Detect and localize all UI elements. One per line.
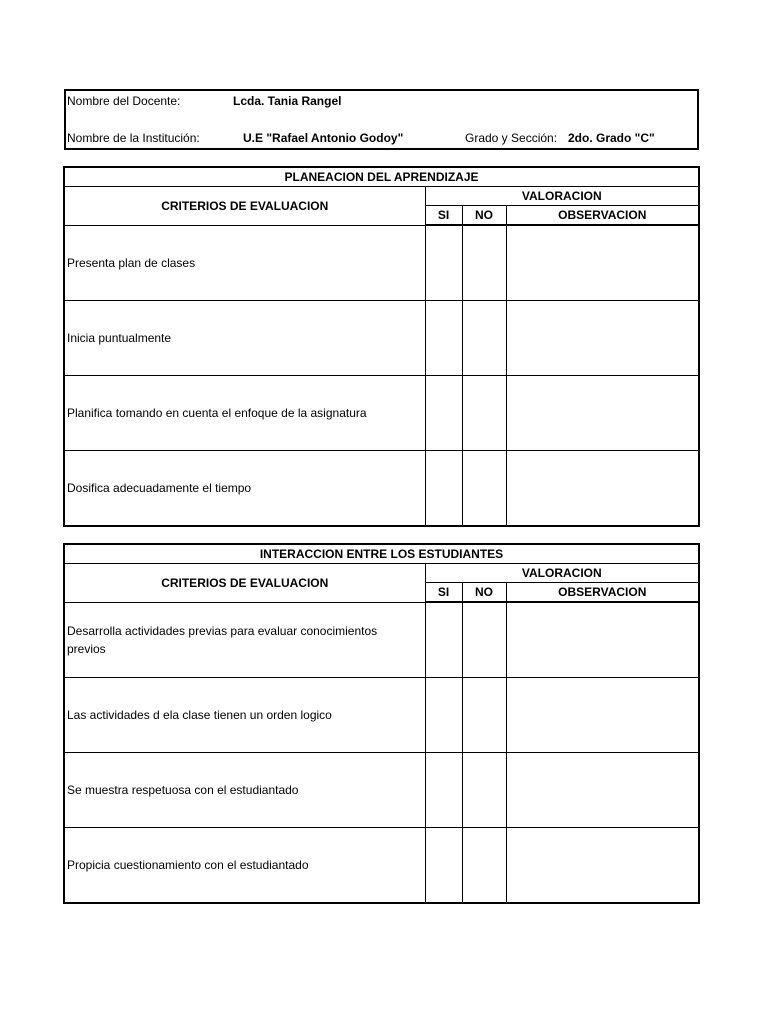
criteria-text: Presenta plan de clases: [64, 225, 425, 301]
si-cell[interactable]: [425, 225, 462, 301]
no-cell[interactable]: [462, 602, 506, 678]
criteria-text: Las actividades d ela clase tienen un orden logico: [64, 678, 425, 753]
observacion-cell[interactable]: [506, 678, 699, 753]
section-title: INTERACCION ENTRE LOS ESTUDIANTES: [64, 544, 699, 564]
no-header: NO: [462, 206, 506, 226]
institucion-label: Nombre de la Institución:: [67, 131, 200, 145]
criteria-row: [64, 678, 699, 753]
institucion-value: U.E "Rafael Antonio Godoy": [243, 131, 404, 145]
no-cell[interactable]: [462, 225, 506, 301]
si-cell[interactable]: [425, 451, 462, 527]
valoracion-header: VALORACION: [425, 187, 699, 206]
evaluation-table-interaccion: [63, 543, 700, 904]
criteria-text: Dosifica adecuadamente el tiempo: [64, 451, 425, 527]
si-cell[interactable]: [425, 602, 462, 678]
no-cell[interactable]: [462, 451, 506, 527]
si-cell[interactable]: [425, 828, 462, 904]
si-cell[interactable]: [425, 678, 462, 753]
docente-label: Nombre del Docente:: [67, 94, 181, 108]
criteria-text: Se muestra respetuosa con el estudiantado: [64, 753, 425, 828]
observacion-cell[interactable]: [506, 225, 699, 301]
criteria-row: [64, 451, 699, 527]
evaluation-table-planeacion: [63, 166, 700, 527]
no-cell[interactable]: [462, 301, 506, 376]
criteria-text: Inicia puntualmente: [64, 301, 425, 376]
grado-value: 2do. Grado "C": [568, 131, 655, 145]
observacion-cell[interactable]: [506, 602, 699, 678]
si-cell[interactable]: [425, 376, 462, 451]
criteria-row: [64, 602, 699, 678]
grado-label: Grado y Sección:: [465, 131, 558, 145]
criterios-header: CRITERIOS DE EVALUACION: [64, 187, 425, 226]
criteria-row: [64, 376, 699, 451]
observacion-cell[interactable]: [506, 301, 699, 376]
si-header: SI: [425, 583, 462, 603]
criteria-row: [64, 828, 699, 904]
docente-value: Lcda. Tania Rangel: [233, 94, 342, 108]
no-cell[interactable]: [462, 828, 506, 904]
criteria-text: Desarrolla actividades previas para evaluar conocimientos previos: [64, 602, 425, 678]
observacion-cell[interactable]: [506, 451, 699, 527]
valoracion-header: VALORACION: [425, 564, 699, 583]
observacion-header: OBSERVACION: [506, 583, 699, 603]
header-info-box: [64, 89, 699, 150]
observacion-cell[interactable]: [506, 753, 699, 828]
section-title: PLANEACION DEL APRENDIZAJE: [64, 167, 699, 187]
criteria-row: [64, 301, 699, 376]
criterios-header: CRITERIOS DE EVALUACION: [64, 564, 425, 603]
no-cell[interactable]: [462, 678, 506, 753]
no-cell[interactable]: [462, 753, 506, 828]
observacion-header: OBSERVACION: [506, 206, 699, 226]
no-cell[interactable]: [462, 376, 506, 451]
si-cell[interactable]: [425, 301, 462, 376]
criteria-row: [64, 753, 699, 828]
no-header: NO: [462, 583, 506, 603]
si-header: SI: [425, 206, 462, 226]
criteria-text: Propicia cuestionamiento con el estudiantado: [64, 828, 425, 904]
criteria-text: Planifica tomando en cuenta el enfoque de la asignatura: [64, 376, 425, 451]
si-cell[interactable]: [425, 753, 462, 828]
criteria-row: [64, 225, 699, 301]
observacion-cell[interactable]: [506, 828, 699, 904]
observacion-cell[interactable]: [506, 376, 699, 451]
